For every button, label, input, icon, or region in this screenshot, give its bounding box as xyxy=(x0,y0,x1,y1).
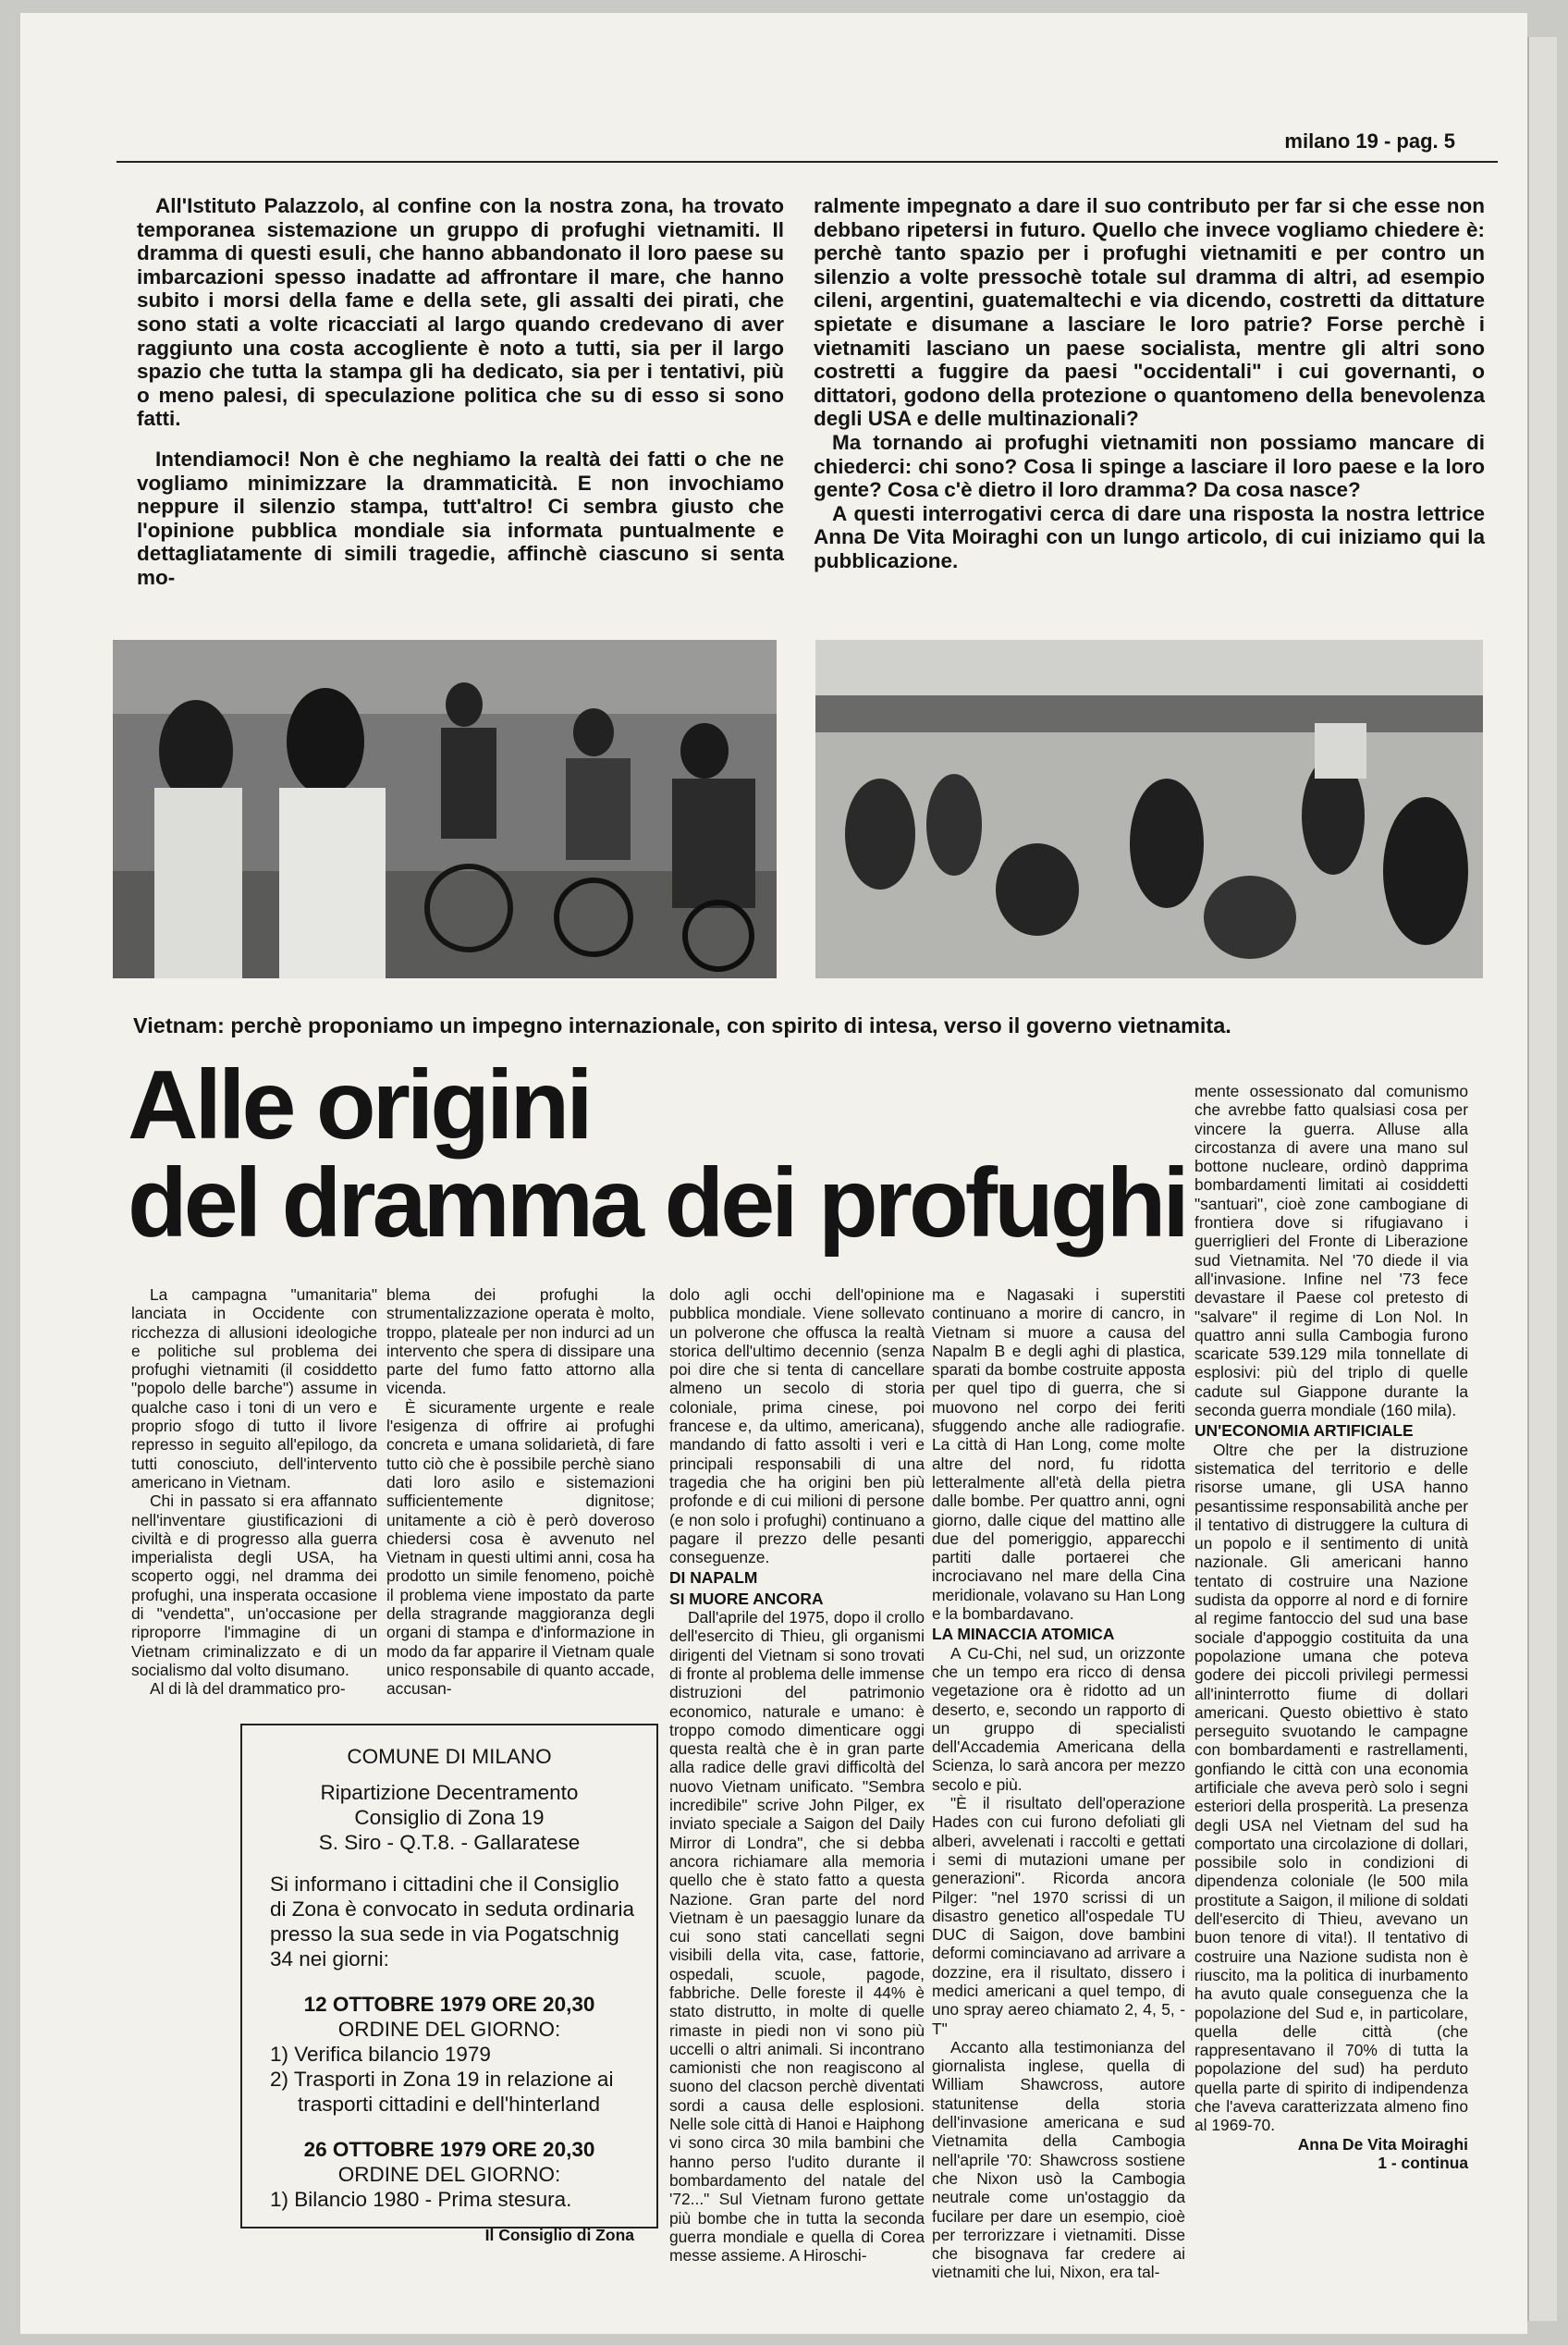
section-subheading: UN'ECONOMIA ARTIFICIALE xyxy=(1194,1421,1414,1441)
photo-workers-field-icon xyxy=(815,640,1483,978)
notice-agenda-label-2: ORDINE DEL GIORNO: xyxy=(337,2163,561,2186)
notice-item-1: 1) Verifica bilancio 1979 xyxy=(270,2043,491,2066)
article-paragraph: ma e Nagasaki i superstiti continuano a morire di cancro, in Vietnam si muore a causa del Napalm B e degli aghi di plastica, sparati da bombe costruite apposta per quel tipo di guerra, che si muovono nel corpo dei feriti sfuggendo anche alle radiografie. La città di Han Long, come molte altre del nord, fu ridotta letteralmente all'età della pietra dalle bombe. Per quattro anni, ogni giorno, dalle cique del mattino alle due del pomeriggio, apparecchi partiti dalle portaerei che incrociavano nel mare della Cina meridionale, volavano su Han Long e la bombardavano. xyxy=(932,1285,1185,1624)
title-line-2: del dramma dei profughi xyxy=(128,1148,1186,1258)
intro-paragraph: ralmente impegnato a dare il suo contributo per far si che esse non debbano ripetersi in futuro. Quello che invece vogliamo chiedere è: perchè tanto spazio per i profughi vietnamiti e per contro un silenzio a volte pressochè totale sul dramma di altri, ad esempio cileni, argentini, guatemaltechi e via dicendo, costretti da dittature spietate e disumane a lasciare le loro patrie? Forse perchè i vietnamiti lasciano un paese socialista, mentre gli altri sono costretti a fuggire da paesi "occidentali" i cui governanti, o dittatori, godono della protezione o quantomeno della benevolenza degli USA e delle multinazionali? xyxy=(814,194,1485,431)
article-paragraph: È sicuramente urgente e reale l'esigenza di offrire ai profughi concreta e umana solidarietà, di fare tutto ciò che è possibile perchè siano dati loro asilo e sistemazioni sufficientemente dignitose; unitamente a ciò è però doveroso chiedersi cosa è avvenuto nel Vietnam in questi ultimi anni, cosa ha prodotto un simile fenomeno, poichè il problema viene impostato da parte della stragrande maggioranza degli organi di stampa e d'informazione in modo da far apparire il Vietnam quale unico responsabile di quanto accade, accusan- xyxy=(386,1397,655,1699)
notice-item-3: 1) Bilancio 1980 - Prima stesura. xyxy=(270,2188,572,2211)
article-column-1 xyxy=(131,1285,377,1699)
article-paragraph: Al di là del drammatico pro- xyxy=(150,1679,346,1699)
intro-paragraph: Ma tornando ai profughi vietnamiti non possiamo mancare di chiederci: chi sono? Cosa li spinge a lasciare il loro paese e la loro gente? Cosa c'è dietro il loro dramma? Da cosa nasce? xyxy=(814,430,1485,502)
article-column-2 xyxy=(386,1285,655,1699)
article-title xyxy=(128,1050,1186,1258)
notice-line-1: COMUNE DI MILANO xyxy=(347,1745,552,1768)
notice-body: Si informano i cittadini che il Consiglio di Zona è convocato in seduta ordinaria presso la sua sede in via Pogatschnig 34 nei giorni: xyxy=(270,1872,635,1971)
article-paragraph: Oltre che per la distruzione sistematica del territorio e delle risorse umane, gli USA hanno pesantissime responsabilità anche per il tentativo di distruggere la cultura di un popolo e il sentimento di unità nazionale. Gli americani hanno tentato di costruire una Nazione sudista da opporre al nord e di fornire al regime fantoccio del sud una base sociale d'appoggio costituita da una popolazione umana che poteva godere dei piccoli privilegi permessi all'ininterrotto fiume di dollari americani. Questo obiettivo è stato perseguito svuotando le campagne con bombardamenti e rastrellamenti, gonfiando le città con una economia artificiale che aveva però solo i segni esteriori della prosperità. La presenza degli USA nel Vietnam del sud ha comportato una circolazione di dollari, possibile solo in condizioni di dipendenza coloniale (le 500 mila prostitute a Saigon, il milione di soldati dell'esercito di Thieu, avevano un buon tenore di vita!). Il tentativo di costruire una Nazione sudista non è riuscito, ma la politica di inurbamento ha avuto quale conseguenza che la popolazione del Sud e, in particolare, quella delle città (che rappresentavano il 70% di tutta la popolazione del sud) ha perduto quella parte di spirito di indipendenza che l'aveva caratterizzata almeno fino al 1969-70. xyxy=(1194,1440,1468,2135)
article-column-4 xyxy=(932,1285,1185,2282)
intro-left-column xyxy=(137,194,784,590)
article-paragraph: blema dei profughi la strumentalizzazione operata è molto, troppo, plateale per non indurci ad un intervento che spera di dissipare una parte del fumo fatto attorno alla vicenda. xyxy=(386,1285,655,1398)
notice-line-3: Consiglio di Zona 19 xyxy=(354,1806,545,1829)
page-edge xyxy=(1527,37,1557,2321)
photo-refugees-bicycles xyxy=(113,640,777,978)
notice-signature: Il Consiglio di Zona xyxy=(484,2226,634,2244)
article-paragraph: La campagna "umanitaria" lanciata in Occidente con ricchezza di allusioni ideologiche e politiche sul problema dei profughi vietnamiti (il cosiddetto "popolo delle barche") assume in qualche caso i toni di un vero e proprio sfogo di tutto il livore represso in seguito all'epilogo, da tutti conosciuto, dell'intervento americano in Vietnam. xyxy=(131,1285,377,1492)
photo-workers-field xyxy=(815,640,1483,978)
article-paragraph: Dall'aprile del 1975, dopo il crollo dell'esercito di Thieu, gli organismi dirigenti del Vietnam si sono trovati di fronte al problema delle immense distruzioni del patrimonio economico, naturale e umano: è troppo comodo dimenticare oggi questa realtà che è in gran parte alla radice delle gravi difficoltà del nuovo Vietnam unificato. "Sembra incredibile" scrive John Pilger, ex inviato speciale a Saigon del Daily Mirror di Londra", che si debba ancora richiamare alla memoria quello che è stato fatto a questa Nazione. Gran parte del nord Vietnam è un paesaggio lunare da cui sono stati cancellati segni visibili della vita, case, fattorie, ospedali, scuole, pagode, fabbriche. Delle foreste il 44% è stato distrutto, in molte di quelle rimaste in piedi non vi sono più uccelli o altri animali. Si incontrano camionisti che non reagiscono al suono del clacson perchè diventati sordi a causa delle esplosioni. Nelle sole città di Hanoi e Haiphong vi sono circa 30 mila bambini che hanno perso l'udito durante il bombardamento del natale del '72..." Sul Vietnam furono gettate più bombe che in tutta la seconda guerra mondiale e quella di Corea messe assieme. A Hiroschi- xyxy=(669,1608,925,2265)
section-subheading: SI MUORE ANCORA xyxy=(669,1589,824,1608)
article-paragraph: Chi in passato si era affannato nell'inventare giustificazioni di civiltà e di progresso alla guerra imperialista degli USA, ha scoperto oggi, nel dramma dei profughi, una insperata occasione di "vendetta", un'occasione per riproporre l'immagine di un Vietnam criminalizzato e di un socialismo dal volto disumano. xyxy=(131,1492,377,1679)
section-subheading: LA MINACCIA ATOMICA xyxy=(932,1625,1115,1644)
article-paragraph: dolo agli occhi dell'opinione pubblica mondiale. Viene sollevato un polverone che offusca la realtà storica dell'ultimo decennio (senza poi dire che si tenta di cancellare almeno un secolo di storia coloniale, prima cinese, poi francese e, da ultimo, americana), mandando di fatto assolti i veri e principali responsabili di una tragedia che ha origini ben più profonde e di cui milioni di persone (e non solo i profughi) continuano a pagare il prezzo delle pesanti conseguenze. xyxy=(669,1285,925,1567)
article-paragraph: A Cu-Chi, nel sud, un orizzonte che un tempo era ricco di densa vegetazione ora è ridotto ad un deserto, e, secondo un rapporto di un gruppo di specialisti dell'Accademia Americana della Scienza, lo sarà ancora per mezzo secolo e più. xyxy=(932,1643,1185,1794)
article-kicker: Vietnam: perchè proponiamo un impegno internazionale, con spirito di intesa, verso il governo vietnamita. xyxy=(133,1013,1231,1037)
intro-paragraph: A questi interrogativi cerca di dare una risposta la nostra lettrice Anna De Vita Moiraghi con un lungo articolo, di cui iniziamo qui la pubblicazione. xyxy=(814,501,1485,572)
photo-refugees-bicycles-icon xyxy=(113,640,777,978)
article-column-5 xyxy=(1194,1082,1468,2172)
article-paragraph: mente ossessionato dal comunismo che avrebbe fatto qualsiasi cosa per vincere la guerra. Alluse alla circostanza di avere una mano sul bottone nucleare, ordinò dapprima bombardamenti limitati ai cosiddetti "santuari", cioè zone cambogiane di frontiera dove si rifugiavano i guerriglieri del Fronte di Liberazione sud Vietnamita. Nel '70 diede il via all'invasione. Infine nel '73 fece devastare il Paese col pretesto di "salvare" il regime di Lon Nol. In quattro anni sulla Cambogia furono scaricate 539.129 mila tonnellate di esplosivi: più del triplo di quelle cadute sul Giappone durante la seconda guerra mondiale (160 mila). xyxy=(1194,1082,1468,1420)
notice-item-2: 2) Trasporti in Zona 19 in relazione ai trasporti cittadini e dell'hinterland xyxy=(270,2068,614,2116)
newspaper-page xyxy=(20,13,1527,2334)
council-notice-box xyxy=(240,1724,658,2244)
notice-date-1: 12 OTTOBRE 1979 ORE 20,30 xyxy=(303,1993,595,2016)
title-line-1: Alle origini xyxy=(128,1050,590,1160)
page-folio: milano 19 - pag. 5 xyxy=(1284,129,1455,153)
article-paragraph: "È il risultato dell'operazione Hades con cui furono defoliati gli alberi, avvelenati i raccolti e gettati i semi di mutazioni umane per generazioni". Ricorda ancora Pilger: "nel 1970 scrissi di un disastro genetico all'ospedale TU DUC di Saigon, dove bambini deformi cominciavano ad arrivare a dozzine, era il risultato, dissero i medici americani a quel tempo, di uno spray aereo chiamato 2, 4, 5, - T" xyxy=(932,1794,1185,2038)
notice-date-2: 26 OTTOBRE 1979 ORE 20,30 xyxy=(303,2138,595,2161)
notice-line-4: S. Siro - Q.T.8. - Gallaratese xyxy=(318,1831,581,1854)
intro-paragraph: All'Istituto Palazzolo, al confine con la nostra zona, ha trovato temporanea sistemazione un gruppo di profughi vietnamiti. Il dramma di questi esuli, che hanno abbandonato il loro paese su imbarcazioni spesso inadatte ad affrontare il mare, che hanno subito i morsi della fame e della sete, gli assalti dei pirati, che sono stati a volte ricacciati al largo quando credevano di aver raggiunto una costa accogliente è noto a tutti, sia per il largo spazio che tutta la stampa gli ha dedicato, sia per i tentativi, più o meno palesi, di speculazione politica che su di esso si sono fatti. xyxy=(137,194,784,431)
intro-paragraph: Intendiamoci! Non è che neghiamo la realtà dei fatti o che ne vogliamo minimizzare la drammaticità. E non invochiamo neppure il silenzio stampa, tutt'altro! Ci sembra giusto che l'opinione pubblica mondiale sia informata puntualmente e dettagliatamente di simili tragedie, affinchè ciascuno si senta mo- xyxy=(137,447,784,589)
article-column-3 xyxy=(669,1285,925,2265)
intro-right-column xyxy=(814,194,1485,573)
author-signature: Anna De Vita Moiraghi xyxy=(1297,2134,1468,2154)
article-paragraph: Accanto alla testimonianza del giornalista inglese, quella di William Shawcross, autore statunitense della storia dell'invasione americana e sud Vietnamita della Cambogia nell'aprile '70: Shawcross sostiene che Nixon usò la Cambogia neutrale come un'ostaggio da fucilare per dare un esempio, cioè per terrorizzare i vietnamiti. Disse che bisognava far credere ai vietnamiti che lui, Nixon, era tal- xyxy=(932,2037,1185,2282)
notice-agenda-label: ORDINE DEL GIORNO: xyxy=(337,2018,561,2041)
author-signature: 1 - continua xyxy=(1378,2153,1468,2172)
header-rule xyxy=(116,161,1498,163)
notice-line-2: Ripartizione Decentramento xyxy=(320,1781,579,1804)
section-subheading: DI NAPALM xyxy=(669,1568,758,1588)
